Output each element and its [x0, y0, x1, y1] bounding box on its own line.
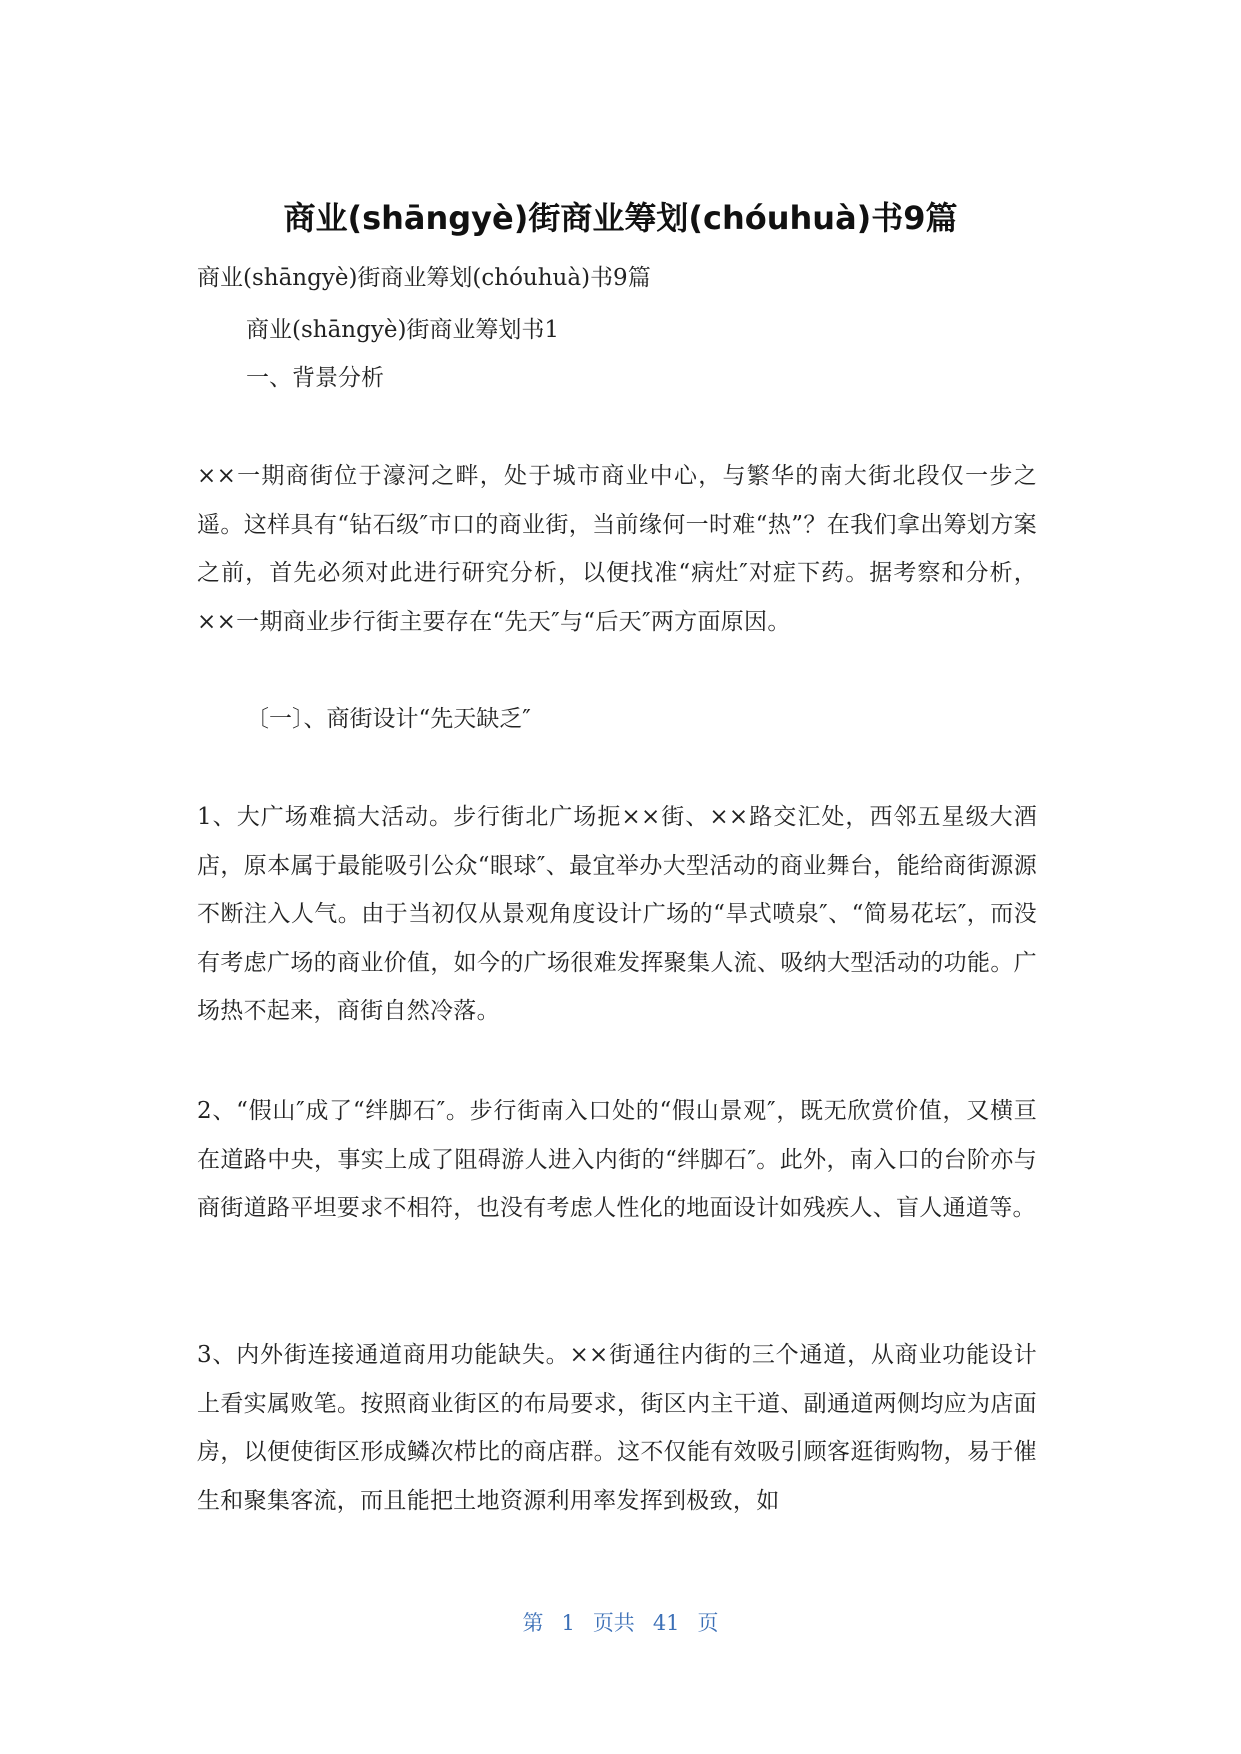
current-page-number: 1: [561, 1611, 575, 1635]
document-title: 商业(shāngyè)街商业筹划(chóuhuà)书9篇: [283, 199, 958, 237]
part-heading: 一、背景分析: [246, 365, 384, 391]
page-label-suffix: 页: [697, 1611, 719, 1635]
page-label-prefix: 第: [522, 1611, 544, 1635]
point-1-paragraph: 1、大广场难搞大活动。步行街北广场扼××街、××路交汇处，西邻五星级大酒店，原本属于最能吸引公众“眼球″、最宜举办大型活动的商业舞台，能给商街源源不断注入人气。由于当初仅从景观角度设计广场的“旱式喷泉″、“简易花坛″，而没有考虑广场的商业价值，如今的广场很难发挥聚集人流、吸纳大型活动的功能。广场热不起来，商街自然冷落。: [197, 804, 1037, 1024]
document-subtitle: 商业(shāngyè)街商业筹划(chóuhuà)书9篇: [197, 265, 651, 291]
point-3-paragraph: 3、内外街连接通道商用功能缺失。××街通往内街的三个通道，从商业功能设计上看实属败笔。按照商业街区的布局要求，街区内主干道、副通道两侧均应为店面房，以便使街区形成鳞次栉比的商店群。这不仅能有效吸引顾客逛街购物，易于催生和聚集客流，而且能把土地资源利用率发挥到极致，如: [197, 1342, 1037, 1514]
page-footer: [0, 1608, 1241, 1638]
intro-paragraph: ××一期商街位于濠河之畔，处于城市商业中心，与繁华的南大街北段仅一步之遥。这样具有“钻石级″市口的商业街，当前缘何一时难“热”？在我们拿出筹划方案之前，首先必须对此进行研究分析，以便找准“病灶″对症下药。据考察和分析，××一期商业步行街主要存在“先天″与“后天″两方面原因。: [197, 463, 1037, 635]
page-label-mid: 页共: [592, 1611, 635, 1635]
section-heading: 商业(shāngyè)街商业筹划书1: [246, 317, 560, 343]
point-2-paragraph: 2、“假山″成了“绊脚石″。步行街南入口处的“假山景观″，既无欣赏价值，又横亘在道路中央，事实上成了阻碍游人进入内街的“绊脚石″。此外，南入口的台阶亦与商街道路平坦要求不相符，也没有考虑人性化的地面设计如残疾人、盲人通道等。: [197, 1098, 1037, 1221]
subsection-heading: 〔一〕、商街设计“先天缺乏″: [246, 706, 531, 732]
total-pages-number: 41: [652, 1611, 680, 1635]
